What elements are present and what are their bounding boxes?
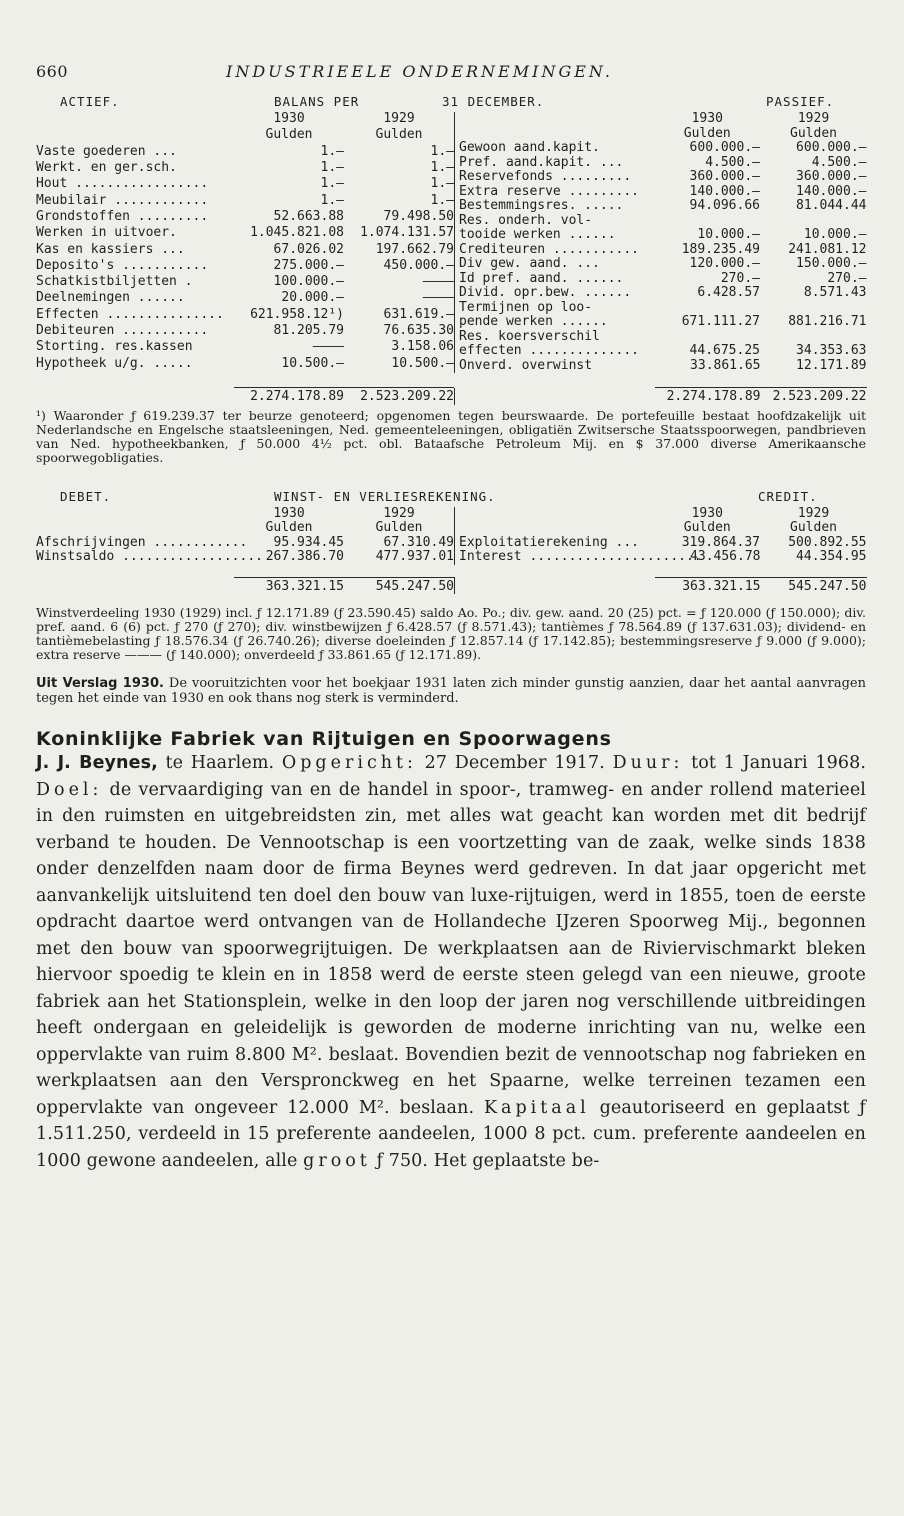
- row-label: Interest ......................: [455, 550, 655, 565]
- asset-row: [36, 161, 454, 177]
- row-label: Hout .................: [36, 176, 209, 192]
- value-1930: 1.—: [320, 192, 344, 208]
- value-1929: 4.500.—: [811, 154, 867, 170]
- liability-row: [455, 199, 867, 214]
- row-label: Hypotheek u/g. .....: [36, 355, 193, 371]
- company-name: J. J. Beynes,: [36, 753, 158, 773]
- value-1930: 267.386.70: [265, 549, 344, 564]
- credit-total-1930: 363.321.15: [655, 577, 761, 594]
- liability-row: [455, 301, 867, 316]
- value-1929: 81.044.44: [796, 198, 867, 213]
- liability-row: [455, 243, 867, 258]
- unit-label: Gulden: [790, 125, 837, 141]
- value-1930: 6.428.57: [697, 285, 760, 300]
- liability-row: [455, 330, 867, 345]
- company-title: Koninklijke Fabriek van Rijtuigen en Spoorwagens: [36, 728, 612, 750]
- row-label: Exploitatierekening ...: [455, 536, 655, 551]
- value-1929: 477.937.01: [375, 549, 454, 564]
- row-label: Bestemmingsres. .....: [455, 199, 655, 214]
- balans-heading: BALANS PER: [274, 94, 360, 109]
- running-title: INDUSTRIEELE ONDERNEMINGEN.: [226, 62, 613, 81]
- value-1929: 631.619.—: [383, 306, 454, 322]
- liability-row: [455, 272, 867, 287]
- duration-label: Duur:: [612, 753, 684, 773]
- row-label: tooide werken ......: [455, 228, 655, 243]
- pl-totals: [36, 577, 866, 595]
- debit-total-1929: 545.247.50: [344, 577, 454, 594]
- page-number: 660: [36, 62, 69, 81]
- value-1930: 43.456.78: [690, 549, 761, 564]
- value-1930: 44.675.25: [689, 343, 760, 358]
- balance-totals: [36, 387, 866, 405]
- debit-row: [36, 550, 454, 565]
- value-1930: [655, 301, 761, 316]
- pl-heading: [36, 489, 866, 507]
- row-label: Storting. res.kassen: [36, 339, 193, 355]
- assets-table: [36, 112, 454, 373]
- value-1929: ————: [422, 290, 454, 306]
- row-label: Termijnen op loo-: [455, 301, 655, 316]
- value-1929: 79.498.50: [383, 208, 454, 224]
- asset-row: [36, 177, 454, 193]
- year-1930: 1930: [273, 111, 305, 126]
- row-label: Onverd. overwinst: [455, 359, 655, 374]
- value-1930: [655, 214, 761, 229]
- row-label: Pref. aand.kapit. ...: [455, 156, 655, 171]
- value-1929: [761, 214, 867, 229]
- value-1930: 1.045.821.08: [250, 225, 344, 241]
- liabilities-table: [454, 112, 867, 373]
- credit-total-1929: 545.247.50: [761, 577, 867, 594]
- report-lead: Uit Verslag 1930.: [36, 676, 164, 691]
- value-1930: 621.958.12¹): [250, 306, 344, 322]
- liab-total-1929: 2.523.209.22: [761, 388, 867, 405]
- balance-heading: [36, 94, 866, 112]
- assets-total-1930: 2.274.178.89: [234, 388, 344, 405]
- unit-label: Gulden: [683, 125, 731, 141]
- unit-label: Gulden: [790, 520, 837, 535]
- credit-heading: CREDIT.: [758, 488, 818, 504]
- assets-total-1929: 2.523.209.22: [344, 388, 454, 405]
- row-label: Res. koersverschil: [455, 330, 655, 345]
- value-1930: 270.—: [720, 270, 760, 286]
- value-1929: 140.000.—: [796, 183, 867, 199]
- asset-row: [36, 308, 454, 324]
- balance-sheet: [36, 112, 866, 373]
- goal-label: Doel:: [36, 779, 103, 800]
- year-1929: 1929: [797, 505, 830, 521]
- row-label: Divid. opr.bew. ......: [455, 286, 655, 301]
- passief-heading: PASSIEF.: [766, 94, 835, 109]
- asset-row: [36, 210, 454, 226]
- value-1930: 1.—: [320, 143, 344, 159]
- value-1929: [761, 301, 867, 316]
- year-1930: 1930: [691, 111, 723, 126]
- unit-label: Gulden: [265, 127, 313, 143]
- unit-label: Gulden: [375, 520, 423, 535]
- value-1929: 360.000.—: [796, 169, 867, 184]
- liability-row: [455, 257, 867, 272]
- value-1929: ————: [422, 274, 454, 290]
- value-1930: 10.500.—: [281, 355, 344, 371]
- capital-value: geautoriseerd en geplaatst ƒ 1.511.250, verdeeld in 15 preferente aandeelen, 1000 8 pct. cum. preferente aandeelen en 1000 gewone aandeelen, alle: [36, 1097, 866, 1171]
- unit-label: Gulden: [683, 520, 731, 535]
- liability-row: [455, 228, 867, 243]
- profit-distribution: Winstverdeeling 1930 (1929) incl. ƒ 12.171.89 (ƒ 23.590.45) saldo Ao. Po.; div. gew. aand. 20 (25) pct. = ƒ 120.000 (ƒ 150.000); div. pref. aand. 6 (6) pct. ƒ 270 (ƒ 270); div. winstbewijzen ƒ 6.428.57 (ƒ 8.571.43); tantièmes ƒ 78.564.89 (ƒ 137.631.03); dividend- en tantièmebelasting ƒ 18.576.34 (ƒ 26.740.26); diverse doeleinden ƒ 12.857.14 (ƒ 17.142.85); bestemmingsreserve ƒ 9.000 (ƒ 9.000); extra reserve ——— (ƒ 140.000); onverdeeld ƒ 33.861.65 (ƒ 12.171.89).: [36, 605, 866, 662]
- asset-row: [36, 324, 454, 340]
- row-label: pende werken ......: [455, 315, 655, 330]
- value-1929: 12.171.89: [796, 357, 867, 373]
- value-1930: 120.000.—: [689, 256, 760, 271]
- value-1929: 600.000.—: [796, 140, 867, 155]
- value-1929: 76.635.30: [383, 323, 454, 339]
- year-1930: 1930: [691, 505, 723, 521]
- value-1930: 140.000.—: [689, 183, 760, 199]
- value-1929: 34.353.63: [796, 343, 867, 358]
- value-1930: 319.864.37: [681, 534, 760, 550]
- value-1929: 241.081.12: [788, 241, 867, 257]
- december-heading: 31 DECEMBER.: [442, 94, 545, 109]
- asset-row: [36, 145, 454, 161]
- row-label: Deposito's ...........: [36, 257, 209, 273]
- groot-value: ƒ 750. Het geplaatste be-: [370, 1150, 600, 1171]
- liability-row: [455, 185, 867, 200]
- value-1930: [655, 330, 761, 345]
- year-1929: 1929: [383, 111, 415, 126]
- liability-row: [455, 170, 867, 185]
- page-header: [36, 58, 866, 94]
- liab-total-1930: 2.274.178.89: [655, 388, 761, 405]
- value-1929: 1.—: [430, 176, 454, 192]
- asset-row: [36, 291, 454, 307]
- row-label: Meubilair ............: [36, 192, 209, 208]
- value-1929: 197.662.79: [375, 241, 454, 257]
- value-1930: 33.861.65: [690, 357, 761, 373]
- goal-value: de vervaardiging van en de handel in spoor-, tramweg- en ander rollend materieel in den ruimsten en uitgebreidsten zin, met alles wat geacht kan worden met dit bedrijf verband te houden. De Vennootschap is een voortzetting van de zaak, welke sinds 1838 onder denzelfden naam door de firma Beynes werd gedreven. In dat jaar opgericht met aanvankelijk uitsluitend ten doel den bouw van luxe-rijtuigen, werd in 1855, toen de eerste opdracht daartoe werd ontvangen van de Hollandeche IJzeren Spoorweg Mij., begonnen met den bouw van spoorwegrijtuigen. De werkplaatsen aan de Riviervischmarkt bleken hiervoor spoedig te klein en in 1858 werd de eerste steen gelegd van een nieuwe, groote fabriek aan het Stationsplein, welke in den loop der jaren nog verschillende uitbreidingen heeft ondergaan en geleidelijk is geworden de moderne inrichting van nu, welke een oppervlakte van ruim 8.800 M². beslaat. Bovendien bezit de vennootschap nog fabrieken en werkplaatsen aan den Verspronckweg en het Spaarne, welke terreinen tezamen een oppervlakte van ongeveer 12.000 M². beslaan.: [36, 779, 866, 1118]
- year-1929: 1929: [383, 505, 415, 521]
- winst-verlies-heading: WINST- EN VERLIESREKENING.: [274, 488, 496, 504]
- row-label: Afschrijvingen ............: [36, 534, 248, 550]
- value-1929: 10.000.—: [803, 227, 867, 242]
- debit-total-1930: 363.321.15: [234, 577, 344, 594]
- value-1929: 1.—: [430, 192, 454, 208]
- unit-label: Gulden: [265, 520, 313, 535]
- row-label: Schatkistbiljetten .: [36, 274, 193, 290]
- row-label: Deelnemingen ......: [36, 290, 185, 306]
- credit-row: [455, 536, 867, 551]
- value-1929: 67.310.49: [383, 534, 454, 550]
- value-1930: 67.026.02: [273, 241, 344, 257]
- value-1930: 600.000.—: [689, 140, 760, 155]
- unit-label: Gulden: [375, 127, 423, 143]
- row-label: Kas en kassiers ...: [36, 241, 185, 257]
- page: [36, 58, 866, 1174]
- value-1929: 3.158.06: [391, 339, 454, 355]
- row-label: effecten ..............: [455, 344, 655, 359]
- year-1929: 1929: [797, 111, 830, 126]
- asset-row: [36, 194, 454, 210]
- credit-table: [454, 507, 867, 565]
- value-1929: 1.074.131.57: [360, 225, 454, 241]
- value-1930: 95.934.45: [273, 534, 344, 550]
- liability-row: [455, 359, 867, 374]
- year-1930: 1930: [273, 505, 305, 521]
- value-1929: 881.216.71: [788, 314, 867, 329]
- debit-table: [36, 507, 454, 565]
- value-1930: 81.205.79: [273, 323, 344, 339]
- row-label: Werkt. en ger.sch.: [36, 159, 177, 175]
- founded-value: 27 December 1917.: [416, 753, 613, 773]
- asset-row: [36, 340, 454, 356]
- asset-row: [36, 275, 454, 291]
- row-label: Res. onderh. vol-: [455, 214, 655, 229]
- asset-row: [36, 243, 454, 259]
- row-label: Werken in uitvoer.: [36, 225, 177, 241]
- value-1930: 4.500.—: [705, 154, 760, 170]
- value-1930: 100.000.—: [273, 274, 344, 290]
- value-1929: 8.571.43: [803, 285, 867, 300]
- row-label: Grondstoffen .........: [36, 208, 209, 224]
- capital-label: Kapitaal: [483, 1097, 590, 1118]
- value-1930: 275.000.—: [273, 257, 344, 273]
- value-1930: 1.—: [320, 176, 344, 192]
- duration-value: tot 1 Januari 1968.: [683, 753, 866, 773]
- liability-row: [455, 141, 867, 156]
- liability-row: [455, 214, 867, 229]
- liability-row: [455, 315, 867, 330]
- value-1930: 360.000.—: [689, 169, 760, 184]
- value-1929: 150.000.—: [796, 256, 867, 271]
- value-1930: 189.235.49: [681, 241, 760, 257]
- row-label: Winstsaldo ..................: [36, 549, 263, 564]
- value-1929: [761, 330, 867, 345]
- value-1930: 20.000.—: [281, 290, 344, 306]
- credit-row: [455, 550, 867, 565]
- company-description: [36, 750, 866, 1174]
- value-1930: 671.111.27: [681, 314, 760, 329]
- value-1929: 10.500.—: [391, 355, 454, 371]
- founded-label: Opgericht:: [281, 753, 417, 773]
- row-label: Effecten ...............: [36, 306, 224, 322]
- row-label: Div gew. aand. ...: [455, 257, 655, 272]
- row-label: Reservefonds .........: [455, 170, 655, 185]
- value-1929: 270.—: [827, 270, 867, 286]
- debet-heading: DEBET.: [60, 488, 112, 504]
- groot-label: groot: [303, 1150, 371, 1171]
- value-1929: 44.354.95: [796, 549, 867, 564]
- value-1929: 1.—: [430, 143, 454, 159]
- value-1930: 10.000.—: [697, 227, 760, 242]
- value-1930: 52.663.88: [273, 208, 344, 224]
- company-location: te Haarlem.: [157, 753, 282, 773]
- row-label: Extra reserve .........: [455, 185, 655, 200]
- row-label: Id pref. aand. ......: [455, 272, 655, 287]
- balance-footnote: ¹) Waaronder ƒ 619.239.37 ter beurze genoteerd; opgenomen tegen beurswaarde. De portefeuille bestaat hoofdzakelijk uit Nederlandsche en Engelsche staatsleeningen, Ned. gemeenteleeningen, obligatiën Zwitsersche Staatsspoorwegen, pandbrieven van Ned. hypotheekbanken, ƒ 50.000 4½ pct. obl. Bataafsche Petroleum Mij. en $ 37.000 diverse Amerikaansche spoorwegobligaties.: [36, 407, 866, 465]
- value-1930: 94.096.66: [689, 198, 760, 213]
- liability-row: [455, 156, 867, 171]
- asset-row: [36, 259, 454, 275]
- value-1929: 1.—: [430, 159, 454, 175]
- liability-row: [455, 344, 867, 359]
- actief-heading: ACTIEF.: [60, 94, 120, 109]
- row-label: Gewoon aand.kapit.: [455, 141, 655, 156]
- value-1929: 500.892.55: [788, 534, 867, 550]
- row-label: Crediteuren ...........: [455, 243, 655, 258]
- pl-statement: [36, 507, 866, 565]
- row-label: Debiteuren ...........: [36, 323, 209, 339]
- report-text: De vooruitzichten voor het boekjaar 1931 laten zich minder gunstig aanzien, daar het aantal aanvragen tegen het einde van 1930 en ook thans nog sterk is verminderd.: [36, 676, 866, 706]
- value-1930: ————: [312, 339, 344, 355]
- row-label: Vaste goederen ...: [36, 143, 177, 159]
- annual-report-excerpt: [36, 676, 866, 706]
- asset-row: [36, 357, 454, 373]
- asset-row: [36, 226, 454, 242]
- value-1929: 450.000.—: [383, 257, 454, 273]
- liability-row: [455, 286, 867, 301]
- value-1930: 1.—: [320, 159, 344, 175]
- debit-row: [36, 536, 454, 551]
